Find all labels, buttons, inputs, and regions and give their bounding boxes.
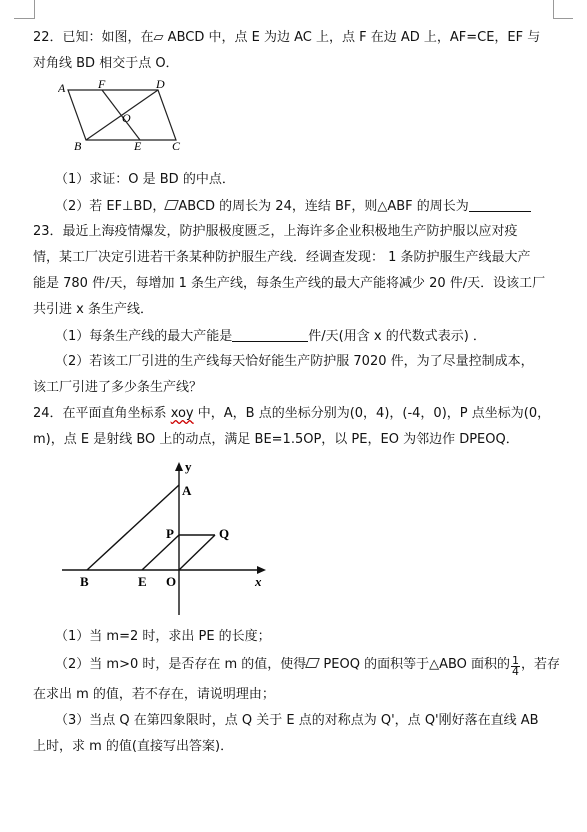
q24-part2-text-c: ，若存 — [521, 657, 561, 672]
crop-mark-top-left-v — [34, 0, 35, 18]
crop-mark-top-left-h — [14, 18, 35, 19]
x-axis-arrow — [257, 566, 266, 574]
answer-blank[interactable] — [469, 197, 531, 212]
label-B: B — [80, 574, 89, 589]
q22-part2-text-b: ABCD 的周长为 24，连结 BF，则△ABF 的周长为 — [178, 199, 469, 214]
label-B: B — [74, 139, 82, 152]
parallelogram-symbol — [305, 658, 320, 668]
q23-part1-text-b: 件/天(用含 x 的代数式表示) ． — [308, 329, 486, 344]
answer-blank[interactable] — [232, 327, 308, 342]
label-x: x — [255, 574, 262, 589]
q22-stem-line2: 对角线 BD 相交于点 O． — [33, 56, 179, 71]
fraction-one-quarter — [511, 656, 520, 677]
label-E: E — [138, 574, 147, 589]
q23-part1 — [55, 327, 559, 346]
q23-part2-line2: 该工厂引进了多少条生产线？ — [33, 380, 203, 395]
segment-qo — [179, 535, 215, 570]
q24-stem-text-a: 24．在平面直角坐标系 — [33, 406, 171, 421]
q23-stem-line4: 共引进 x 条生产线． — [33, 302, 153, 317]
q23-stem-line1: 23．最近上海疫情爆发，防护服极度匮乏，上海许多企业积极地生产防护服以应对疫 — [33, 224, 518, 239]
label-C: C — [172, 139, 181, 152]
q23-stem-line3: 能是 780 件/天，每增加 1 条生产线，每条生产线的最大产能将减少 20 件/天．设该工厂 — [33, 276, 546, 291]
q23-stem-line2: 情，某工厂决定引进若干条某种防护服生产线．经调查发现： 1 条防护服生产线最大产 — [33, 250, 531, 265]
q22-part1: （1）求证：O 是 BD 的中点． — [55, 172, 235, 187]
q24-part1: （1）当 m=2 时，求出 PE 的长度； — [55, 629, 271, 644]
label-P: P — [166, 526, 174, 541]
label-D: D — [156, 80, 165, 91]
q24-part3-line1: （3）当点 Q 在第四象限时，点 Q 关于 E 点的对称点为 Q'，点 Q'刚好落在直线 AB — [55, 713, 539, 728]
q24-stem-text-b: 中，A，B 点的坐标分别为(0，4)，(-4，0)，P 点坐标为(0， — [193, 406, 551, 421]
crop-mark-top-right-v — [553, 0, 554, 18]
q24-part2-text-a: （2）当 m>0 时，是否存在 m 的值，使得 — [55, 657, 307, 672]
y-axis-arrow — [175, 462, 183, 471]
parallelogram-symbol — [165, 200, 180, 210]
q22-part2 — [55, 197, 559, 216]
label-y: y — [185, 459, 192, 474]
q24-part2-line2: 在求出 m 的值，若不存在，请说明理由； — [33, 687, 275, 702]
label-O: O — [122, 111, 131, 125]
q24-coordinate-figure — [52, 455, 277, 620]
label-E: E — [134, 139, 142, 152]
label-O: O — [166, 574, 177, 589]
fraction-numerator: 1 — [512, 654, 520, 667]
label-Q: Q — [219, 526, 230, 541]
segment-ef — [102, 90, 140, 140]
q23-part2-line1: （2）若该工厂引进的生产线每天恰好能生产防护服 7020 件，为了尽量控制成本， — [55, 354, 534, 369]
q23-part1-text-a: （1）每条生产线的最大产能是 — [55, 329, 233, 344]
q22-stem-line1: 22．已知：如图，在▱ ABCD 中，点 E 为边 AC 上，点 F 在边 AD 上，AF=CE，EF 与 — [33, 30, 541, 45]
q24-xoy: xoy — [170, 406, 194, 421]
label-A: A — [58, 81, 66, 95]
q24-part2-line1 — [55, 656, 559, 677]
q22-part2-text-a: （2）若 EF⊥BD， — [55, 199, 166, 214]
q24-part2-text-b: PEOQ 的面积等于△ABO 面积的 — [319, 657, 511, 672]
fraction-denominator: 4 — [512, 665, 520, 678]
label-F: F — [98, 80, 106, 91]
q24-stem-line1 — [33, 405, 559, 423]
q24-stem-line2: m)，点 E 是射线 BO 上的动点，满足 BE=1.5OP，以 PE，EO 为邻边作 DPEOQ． — [33, 432, 519, 447]
q22-parallelogram-figure — [58, 80, 203, 152]
crop-mark-top-right-h — [553, 18, 573, 19]
label-A: A — [182, 483, 192, 498]
q24-part3-line2: 上时，求 m 的值(直接写出答案)． — [33, 739, 234, 754]
